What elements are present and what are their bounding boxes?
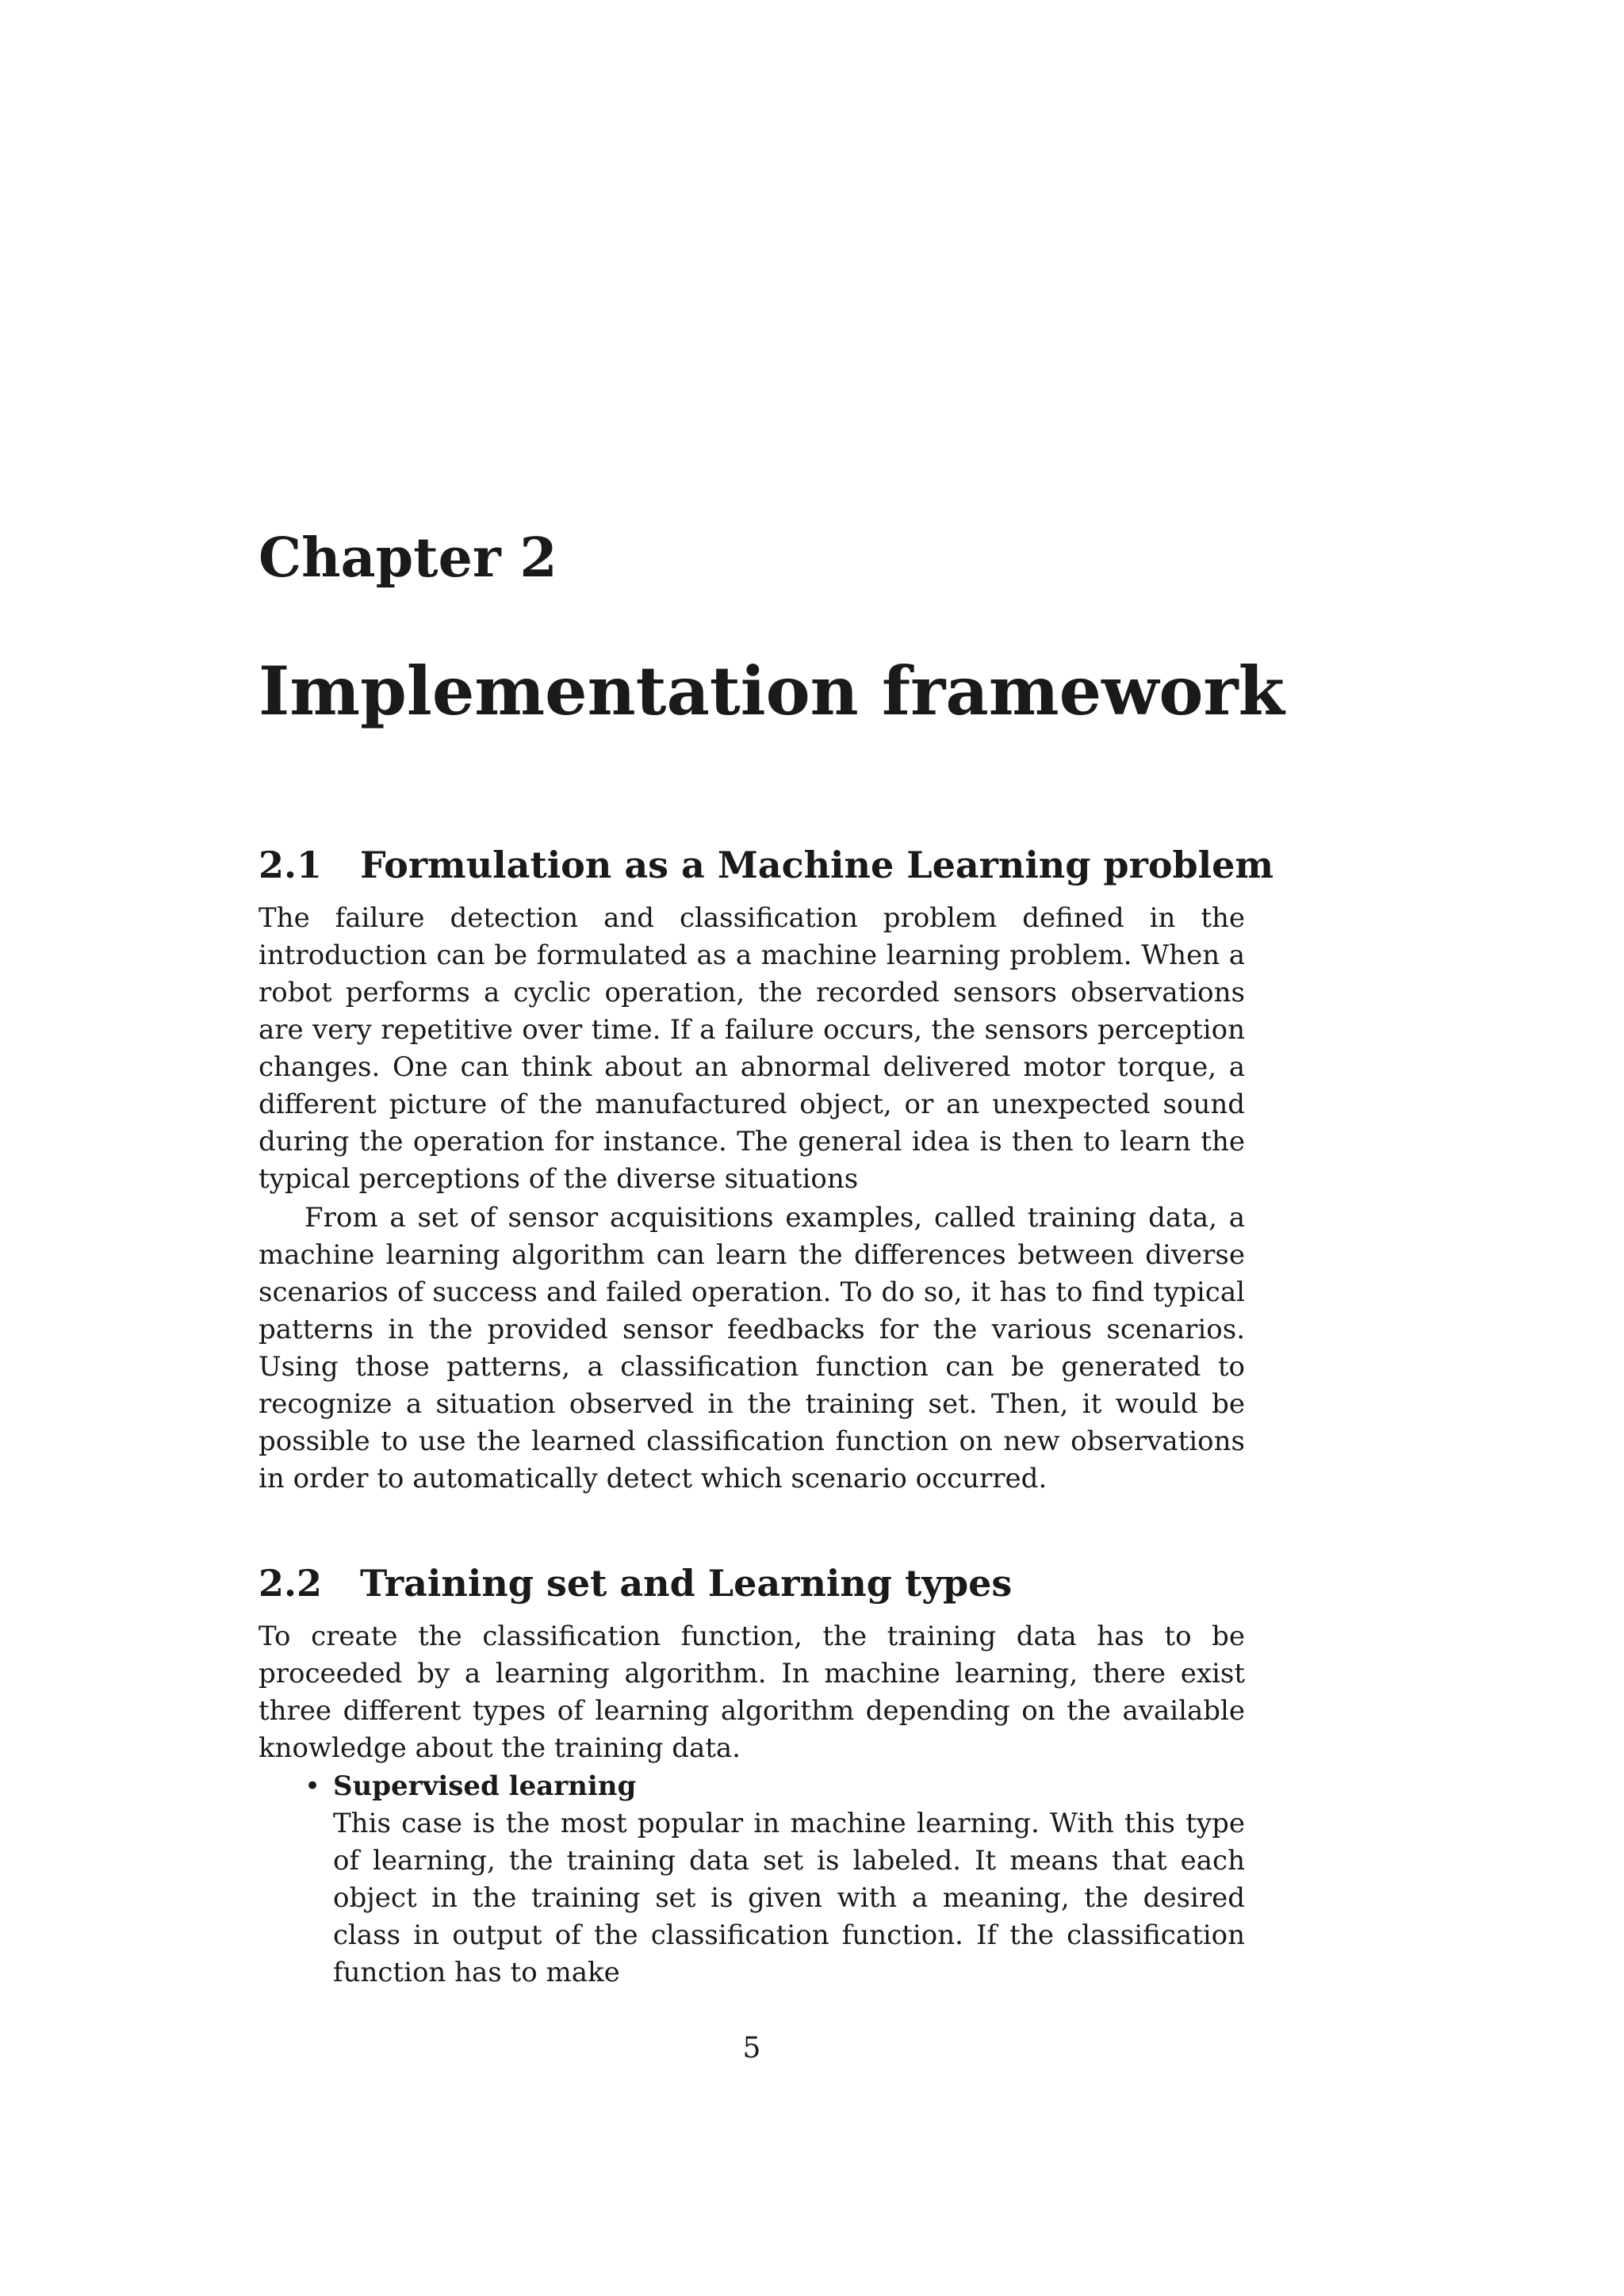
section-number: 2.1 bbox=[259, 844, 323, 886]
paragraph: From a set of sensor acquisitions examples, called training data, a machine learning algorithm can learn the differences between diverse scenarios of success and failed operation. To do so, it has to find typical patterns in the provided sensor feedbacks for the various scenarios. Using those patterns, a classification function can be generated to recognize a situation observed in the training set. Then, it would be possible to use the learned classification function on new observations in order to automatically detect which scenario occurred. bbox=[259, 1202, 1245, 1494]
section-title: Formulation as a Machine Learning problem bbox=[360, 844, 1274, 886]
section-title: Training set and Learning types bbox=[360, 1562, 1013, 1605]
chapter-title: Implementation framework bbox=[259, 652, 1285, 730]
section-number: 2.2 bbox=[259, 1562, 323, 1605]
section-heading-2-1 bbox=[259, 844, 1274, 886]
page-number: 5 bbox=[742, 2032, 761, 2064]
chapter-label: Chapter 2 bbox=[259, 526, 557, 590]
list-item-content bbox=[333, 1768, 1245, 1992]
list-item-title: Supervised learning bbox=[333, 1770, 637, 1802]
paragraph: The failure detection and classification problem defined in the introduction can be formulated as a machine learning problem. When a robot performs a cyclic operation, the recorded sensors observations are very repetitive over time. If a failure occurs, the sensors perception changes. One can think about an abnormal delivered motor torque, a different picture of the manufactured object, or an unexpected sound during the operation for instance. The general idea is then to learn the typical perceptions of the diverse situations bbox=[259, 902, 1245, 1195]
paragraph: To create the classification function, the training data has to be proceeded by a learning algorithm. In machine learning, there exist three different types of learning algorithm depending on the available knowledge about the training data. bbox=[259, 1621, 1245, 1764]
list-item-text: This case is the most popular in machine learning. With this type of learning, the training data set is labeled. It means that each object in the training set is given with a meaning, the desired class in output of the classification function. If the classification function has to make bbox=[333, 1808, 1245, 1988]
section-heading-2-2 bbox=[259, 1562, 1013, 1605]
bullet-marker: • bbox=[304, 1770, 321, 1802]
